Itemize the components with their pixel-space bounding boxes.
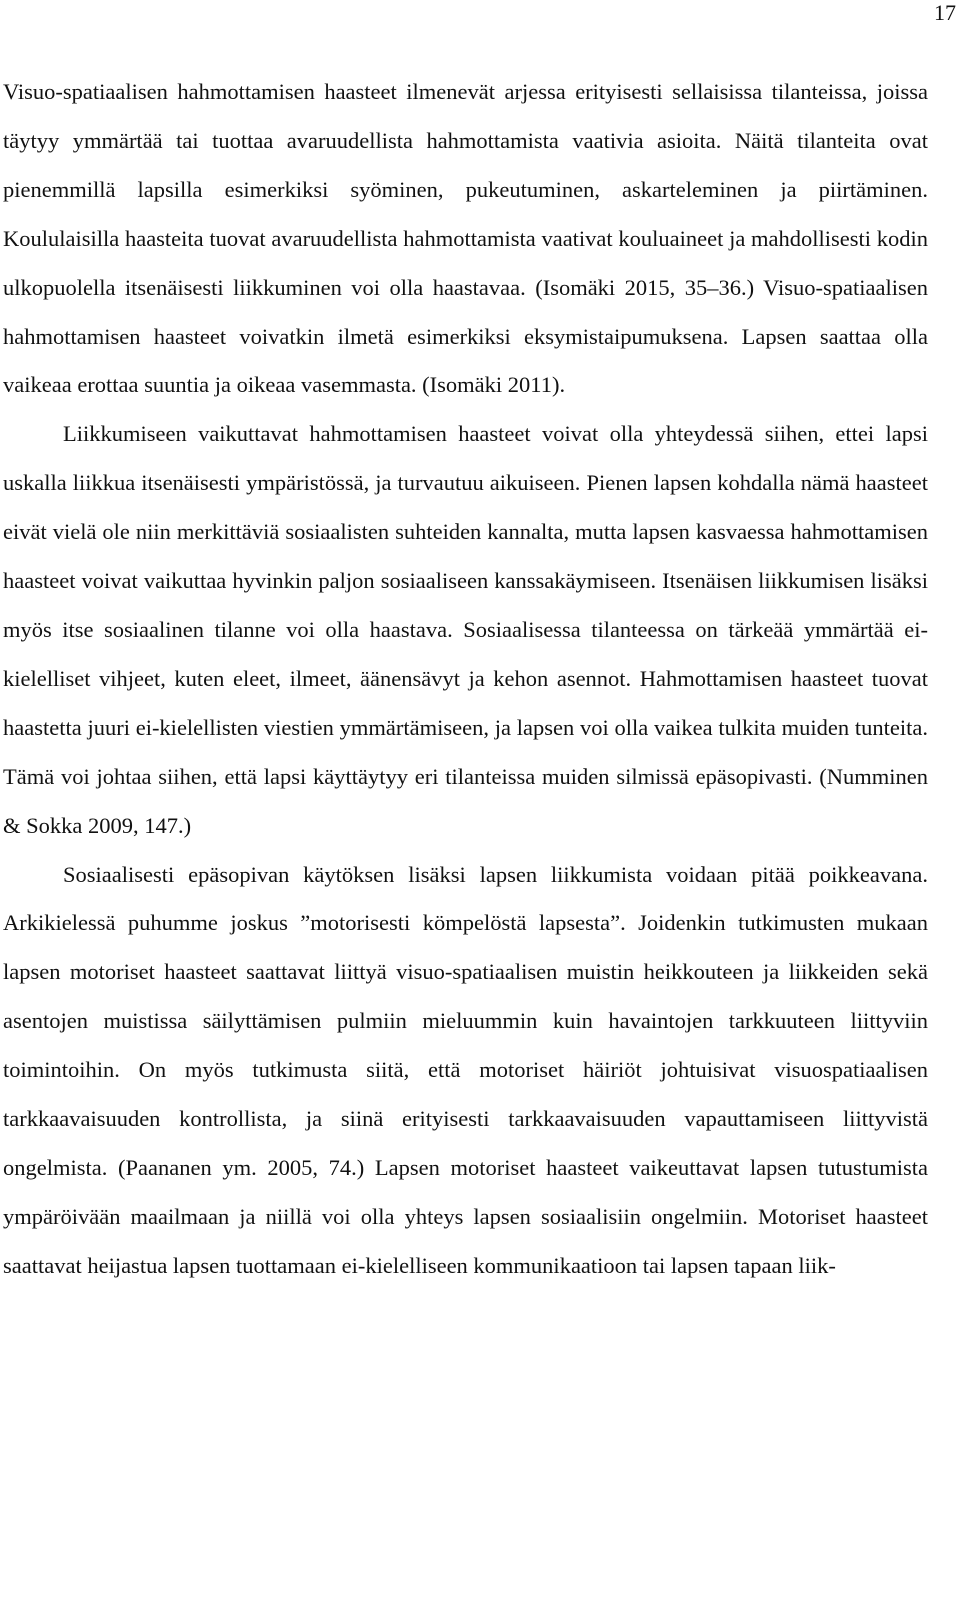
paragraph-3: Sosiaalisesti epäsopivan käytöksen lisäksi lapsen liikkumista voidaan pitää poikkeavana. Arkikielessä puhumme joskus ”motorisesti kömpelöstä lapsesta”. Joidenkin tutkimusten mukaan lapsen motoriset haasteet saattavat liittyä visuo-spatiaalisen muistin heikkouteen ja liikkeiden sekä asentojen muistissa säilyttämisen pulmiin mieluummin kuin havaintojen tarkkuuteen liittyviin toimintoihin. On myös tutkimusta siitä, että motoriset häiriöt johtuisivat visuospatiaalisen tarkkaavaisuuden kontrollista, ja siinä erityisesti tarkkaavaisuuden vapauttamiseen liittyvistä ongelmista. (Paananen ym. 2005, 74.) Lapsen motoriset haasteet vaikeuttavat lapsen tutustumista ympäröivään maailmaan ja niillä voi olla yhteys lapsen sosiaalisiin ongelmiin. Motoriset haasteet saattavat heijastua lapsen tuottamaan ei-kielelliseen kommunikaatioon tai lapsen tapaan liik-	[3, 861, 928, 1278]
paragraph-2: Liikkumiseen vaikuttavat hahmottamisen haasteet voivat olla yhteydessä siihen, ettei lapsi uskalla liikkua itsenäisesti ympäristössä, ja turvautuu aikuiseen. Pienen lapsen kohdalla nämä haasteet eivät vielä ole niin merkittäviä sosiaalisten suhteiden kannalta, mutta lapsen kasvaessa hahmottamisen haasteet voivat vaikuttaa hyvinkin paljon sosiaaliseen kanssakäymiseen. Itsenäisen liikkumisen lisäksi myös itse sosiaalinen tilanne voi olla haastava. Sosiaalisessa tilanteessa on tärkeää ymmärtää ei-kielelliset vihjeet, kuten eleet, ilmeet, äänensävyt ja kehon asennot. Hahmottamisen haasteet tuovat haastetta juuri ei-kielellisten viestien ymmärtämiseen, ja lapsen voi olla vaikea tulkita muiden tunteita. Tämä voi johtaa siihen, että lapsi käyttäytyy eri tilanteissa muiden silmissä epäsopivasti. (Numminen & Sokka 2009, 147.)	[3, 421, 928, 838]
page-number: 17	[934, 0, 956, 25]
paragraph-1: Visuo-spatiaalisen hahmottamisen haasteet ilmenevät arjessa erityisesti sellaisissa tilanteissa, joissa täytyy ymmärtää tai tuottaa avaruudellista hahmottamista vaativia asioita. Näitä tilanteita ovat pienemmillä lapsilla esimerkiksi syöminen, pukeutuminen, askarteleminen ja piirtäminen. Koululaisilla haasteita tuovat avaruudellista hahmottamista vaativat kouluaineet ja mahdollisesti kodin ulkopuolella itsenäisesti liikkuminen voi olla haastavaa. (Isomäki 2015, 35–36.) Visuo-spatiaalisen hahmottamisen haasteet voivatkin ilmetä esimerkiksi eksymistaipumuksena. Lapsen saattaa olla vaikeaa erottaa suuntia ja oikeaa vasemmasta. (Isomäki 2011).	[3, 79, 928, 398]
document-body	[3, 68, 928, 1291]
